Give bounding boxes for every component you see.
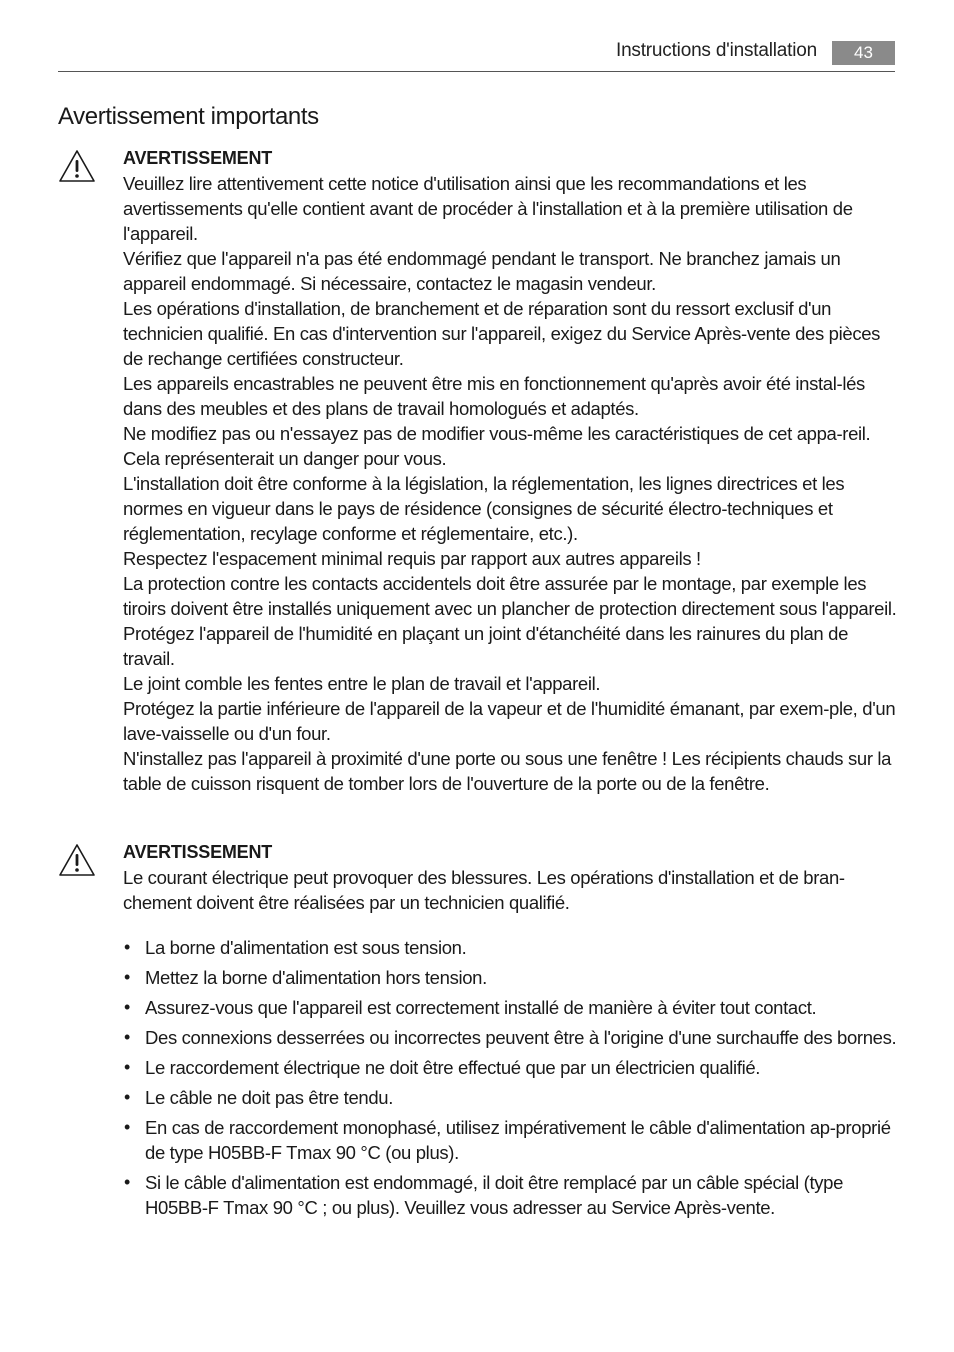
warning-body-1: [123, 146, 898, 796]
bullet-icon: •: [124, 1057, 130, 1077]
warning-paragraph: Le joint comble les fentes entre le plan de travail et l'appareil.: [123, 673, 601, 694]
warning-paragraph: Les appareils encastrables ne peuvent être mis en fonctionnement qu'après avoir été instal-lés dans des meubles et des plans de travail homologués et adaptés.: [123, 373, 865, 419]
page-number: 43: [832, 41, 895, 65]
list-item: • Le câble ne doit pas être tendu.: [124, 1087, 393, 1108]
list-item: • Assurez-vous que l'appareil est correctement installé de manière à éviter tout contact.: [124, 997, 817, 1018]
warning-paragraph: Protégez l'appareil de l'humidité en plaçant un joint d'étanchéité dans les rainures du plan de travail.: [123, 623, 849, 669]
warning-paragraph: Protégez la partie inférieure de l'appareil de la vapeur et de l'humidité émanant, par exem-ple, d'un lave-vaisselle ou d'un four.: [123, 698, 896, 744]
warning-intro: Le courant électrique peut provoquer des blessures. Les opérations d'installation et de bran-chement doivent être réalisées par un technicien qualifié.: [123, 867, 845, 913]
header-title: Instructions d'installation: [615, 40, 817, 61]
list-item: • Mettez la borne d'alimentation hors tension.: [124, 967, 487, 988]
warning-paragraph: La protection contre les contacts accidentels doit être assurée par le montage, par exemple les tiroirs doivent être installés uniquement avec un plancher de protection directement sous l'appareil.: [123, 573, 897, 619]
list-item: • En cas de raccordement monophasé, utilisez impérativement le câble d'alimentation ap-proprié de type H05BB-F Tmax 90 °C (ou plus).: [124, 1117, 891, 1163]
warning-paragraph: N'installez pas l'appareil à proximité d'une porte ou sous une fenêtre ! Les récipients chauds sur la table de cuisson risquent de tomber lors de l'ouverture de la porte ou de la fenêtre.: [123, 748, 892, 794]
warning-paragraph: Ne modifiez pas ou n'essayez pas de modifier vous-même les caractéristiques de cet appa-reil. Cela représenterait un danger pour vous.: [123, 423, 871, 469]
bullet-icon: •: [124, 997, 130, 1017]
bullet-icon: •: [124, 1117, 130, 1137]
list-item: • Des connexions desserrées ou incorrectes peuvent être à l'origine d'une surchauffe des bornes.: [124, 1027, 897, 1048]
bullet-icon: •: [124, 1172, 130, 1192]
page-header: [58, 38, 895, 72]
warning-paragraph: Vérifiez que l'appareil n'a pas été endommagé pendant le transport. Ne branchez jamais un appareil endommagé. Si nécessaire, contactez le magasin vendeur.: [123, 248, 841, 294]
list-item: • Le raccordement électrique ne doit être effectué que par un électricien qualifié.: [124, 1057, 761, 1078]
warning-paragraph: Respectez l'espacement minimal requis par rapport aux autres appareils !: [123, 548, 701, 569]
warning-heading: AVERTISSEMENT: [123, 148, 273, 168]
warning-heading: AVERTISSEMENT: [123, 842, 273, 862]
bullet-icon: •: [124, 1027, 130, 1047]
warning-paragraph: Les opérations d'installation, de branchement et de réparation sont du ressort exclusif d'un technicien qualifié. En cas d'intervention sur l'appareil, exigez du Service Après-vente des pièces de rechange certifiées constructeur.: [123, 298, 881, 369]
section-title: Avertissement importants: [58, 103, 319, 130]
bullet-icon: •: [124, 937, 130, 957]
bullet-list: [123, 935, 898, 1220]
warning-paragraph: L'installation doit être conforme à la législation, la réglementation, les lignes directrices et les normes en vigueur dans le pays de résidence (consignes de sécurité électro-techniques et réglementation, recylage conforme et réglementaire, etc.).: [123, 473, 845, 544]
bullet-icon: •: [124, 967, 130, 987]
warning-triangle-icon: [58, 843, 96, 877]
warning-paragraph: Veuillez lire attentivement cette notice d'utilisation ainsi que les recommandations et les avertissements qu'elle contient avant de procéder à l'installation et à la première utilisation de l'appareil.: [123, 173, 853, 244]
list-item: • La borne d'alimentation est sous tension.: [124, 937, 467, 958]
list-item: • Si le câble d'alimentation est endommagé, il doit être remplacé par un câble spécial (type H05BB-F Tmax 90 °C ; ou plus). Veuillez vous adresser au Service Après-vente.: [124, 1172, 844, 1218]
bullet-icon: •: [124, 1087, 130, 1107]
warning-body-2: [123, 840, 898, 1225]
warning-triangle-icon: [58, 149, 96, 183]
